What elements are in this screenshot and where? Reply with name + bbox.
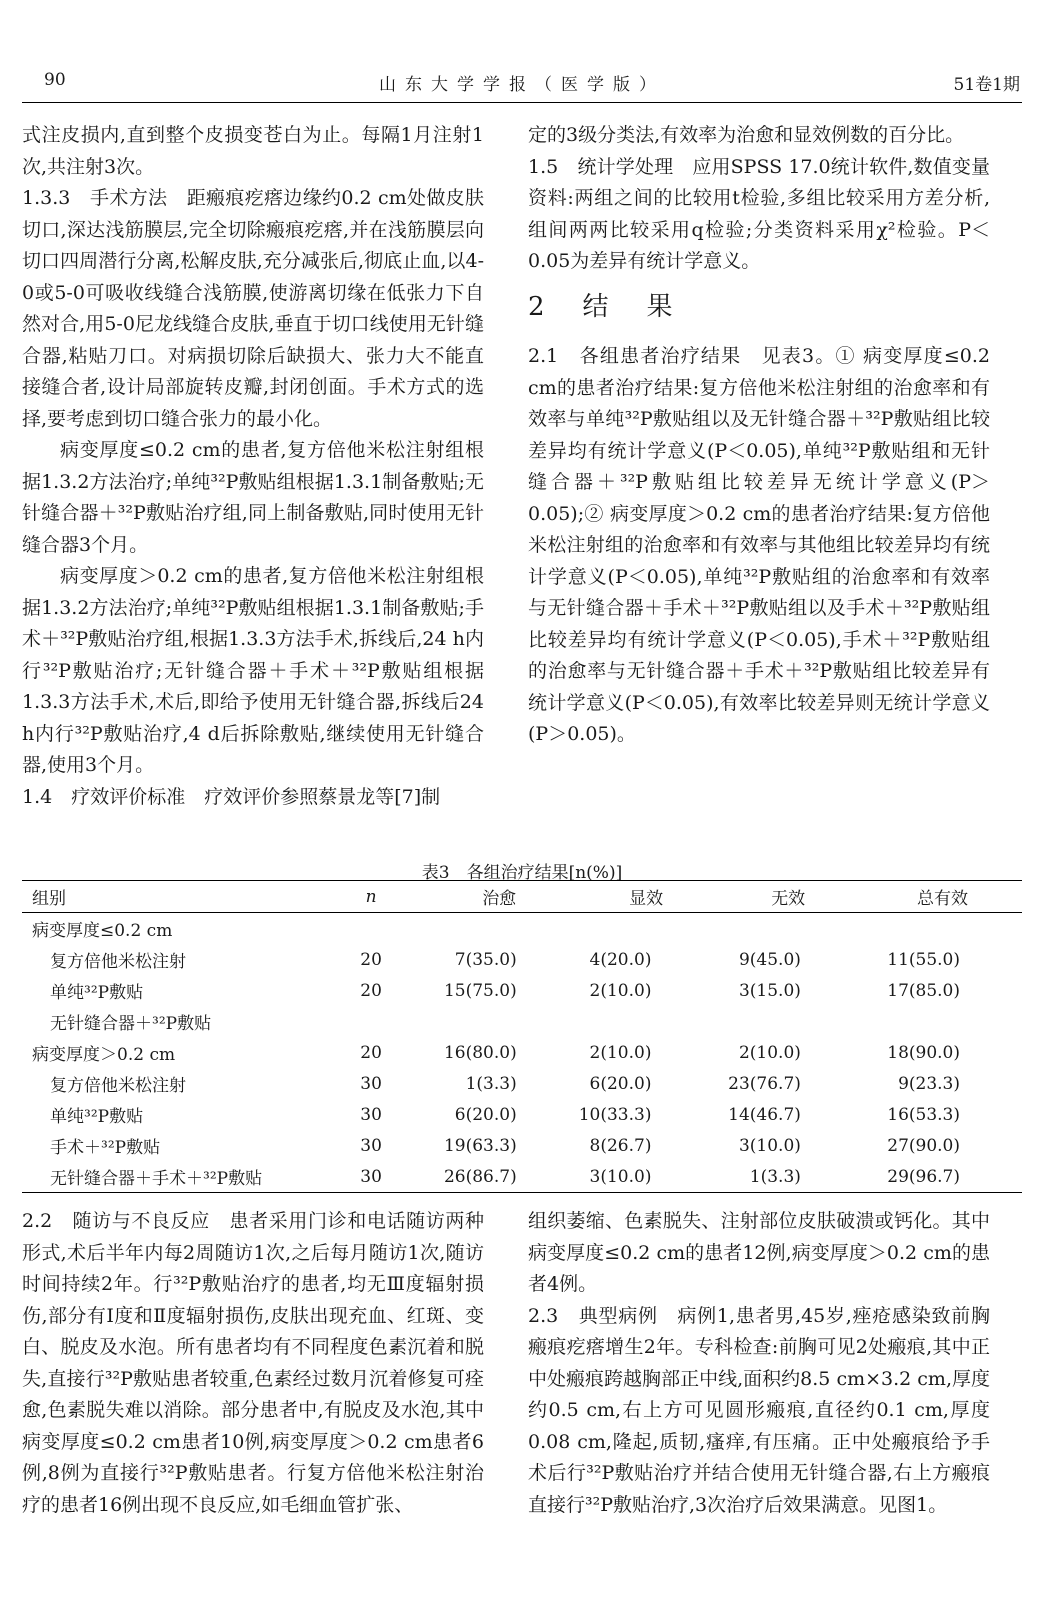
table-header-row (22, 881, 1022, 913)
section-heading: 2 结 果 (528, 291, 679, 322)
table-cell (323, 1006, 420, 1037)
table-cell (713, 1006, 862, 1037)
paragraph: 2.1 各组患者治疗结果 见表3。① 病变厚度≤0.2 cm的患者治疗结果:复方倍他米松注射组的治愈率和有效率与单纯³²P敷贴组以及无针缝合器＋³²P敷贴组比较差异均有统计学意义(P＜0.05),单纯³²P敷贴组和无针缝合器＋³²P敷贴组比较差异无统计学意义(P＞0.05);② 病变厚度＞0.2 cm的患者治疗结果:复方倍他米松注射组的治愈率和有效率与其他组比较差异均有统计学意义(P＜0.05),单纯³²P敷贴组的治愈率和有效率与无针缝合器＋手术＋³²P敷贴组以及手术＋³²P敷贴组比较差异均有统计学意义(P＜0.05),手术＋³²P敷贴组的治愈率与无针缝合器＋手术＋³²P敷贴组比较差异有统计学意义(P＜0.05),有效率比较差异则无统计学意义(P＞0.05)。 (528, 345, 990, 745)
paragraph: 病变厚度≤0.2 cm的患者,复方倍他米松注射组根据1.3.2方法治疗;单纯³²P敷贴组根据1.3.1制备敷贴;无针缝合器＋³²P敷贴治疗组,同上制备敷贴,同时使用无针缝合器3个月。 (22, 439, 484, 556)
table-cell (579, 913, 714, 945)
journal-title: 山东大学学报（医学版） (379, 75, 665, 95)
table-cell: 3(10.0) (738, 1135, 801, 1156)
table-cell: 23(76.7) (728, 1073, 801, 1094)
left-column-bottom (22, 1206, 484, 1521)
table-cell: 27(90.0) (887, 1135, 960, 1156)
col-header-group: 组别 (32, 889, 66, 909)
volume-issue: 51卷1期 (953, 75, 1020, 95)
table-cell (579, 1006, 714, 1037)
table-row (22, 1130, 1022, 1161)
table-cell: 1(3.3) (465, 1073, 517, 1094)
table-cell-group: 复方倍他米松注射 (50, 952, 186, 972)
table-row (22, 913, 1022, 945)
col-header-ineffective: 无效 (771, 889, 806, 909)
table-row (22, 1006, 1022, 1037)
table-row (22, 1161, 1022, 1193)
table-cell-group: 单纯³²P敷贴 (50, 1107, 144, 1127)
table-cell-group: 无针缝合器＋³²P敷贴 (50, 1014, 212, 1034)
table-cell: 30 (360, 1073, 382, 1094)
running-header (22, 66, 1022, 103)
table-cell: 6(20.0) (589, 1073, 652, 1094)
table-cell-group: 手术＋³²P敷贴 (50, 1138, 161, 1158)
table-cell: 16(53.3) (887, 1104, 960, 1125)
col-header-cured: 治愈 (482, 889, 517, 909)
table-cell: 10(33.3) (578, 1104, 652, 1125)
table-cell: 30 (360, 1135, 382, 1156)
table-cell: 20 (360, 1042, 382, 1063)
paragraph: 2.3 典型病例 病例1,患者男,45岁,痤疮感染致前胸瘢痕疙瘩增生2年。专科检查:前胸可见2处瘢痕,其中正中处瘢痕跨越胸部正中线,面积约8.5 cm×3.2 cm,厚度约0.5 cm,右上方可见圆形瘢痕,直径约0.1 cm,厚度0.08 cm,隆起,质韧,瘙痒,有压痛。正中处瘢痕给予手术后行³²P敷贴治疗并结合使用无针缝合器,右上方瘢痕直接行³²P敷贴治疗,3次治疗后效果满意。见图1。 (528, 1304, 990, 1516)
table-cell: 17(85.0) (887, 980, 960, 1001)
table-cell: 7(35.0) (454, 949, 517, 970)
table-cell: 9(23.3) (898, 1073, 960, 1094)
left-column-top (22, 120, 484, 813)
table-cell: 4(20.0) (589, 949, 652, 970)
paragraph: 1.5 统计学处理 应用SPSS 17.0统计软件,数值变量资料:两组之间的比较用t检验,多组比较采用方差分析,组间两两比较采用q检验;分类资料采用χ²检验。P＜0.05为差异有统计学意义。 (528, 155, 990, 272)
paragraph: 2.2 随访与不良反应 患者采用门诊和电话随访两种形式,术后半年内每2周随访1次,之后每月随访1次,随访时间持续2年。行³²P敷贴治疗的患者,均无Ⅲ度辐射损伤,部分有Ⅰ度和Ⅱ度辐射损伤,皮肤出现充血、红斑、变白、脱皮及水泡。所有患者均有不同程度色素沉着和脱失,直接行³²P敷贴患者较重,色素经过数月沉着修复可痊愈,色素脱失难以消除。部分患者中,有脱皮及水泡,其中病变厚度≤0.2 cm患者10例,病变厚度＞0.2 cm患者6例,8例为直接行³²P敷贴患者。行复方倍他米松注射治疗的患者16例出现不良反应,如毛细血管扩张、 (22, 1210, 484, 1516)
table-cell: 9(45.0) (738, 949, 801, 970)
table-cell: 1(3.3) (749, 1166, 801, 1187)
table-cell: 20 (360, 949, 382, 970)
table-cell: 20 (360, 980, 382, 1001)
table-row (22, 975, 1022, 1006)
table-cell: 19(63.3) (443, 1135, 517, 1156)
table-cell: 30 (360, 1104, 382, 1125)
table-cell (323, 913, 420, 945)
results-table (22, 880, 1022, 1193)
col-header-total: 总有效 (916, 889, 968, 909)
table-cell-group: 单纯³²P敷贴 (50, 983, 144, 1003)
paragraph: 组织萎缩、色素脱失、注射部位皮肤破溃或钙化。其中病变厚度≤0.2 cm的患者12例,病变厚度＞0.2 cm的患者4例。 (528, 1210, 990, 1295)
table-cell: 6(20.0) (454, 1104, 517, 1125)
table-cell (420, 1006, 579, 1037)
table-row (22, 1068, 1022, 1099)
page-number: 90 (44, 70, 66, 90)
table-cell: 18(90.0) (887, 1042, 960, 1063)
table-cell: 30 (360, 1166, 382, 1187)
table-cell: 16(80.0) (443, 1042, 517, 1063)
paragraph: 式注皮损内,直到整个皮损变苍白为止。每隔1月注射1次,共注射3次。 (22, 124, 484, 178)
table-cell: 3(10.0) (589, 1166, 652, 1187)
paragraph: 病变厚度＞0.2 cm的患者,复方倍他米松注射组根据1.3.2方法治疗;单纯³²P敷贴组根据1.3.1制备敷贴;手术＋³²P敷贴治疗组,根据1.3.3方法手术,拆线后,24 h内行³²P敷贴治疗;无针缝合器＋手术＋³²P敷贴组根据1.3.3方法手术,术后,即给予使用无针缝合器,拆线后24 h内行³²P敷贴治疗,4 d后拆除敷贴,继续使用无针缝合器,使用3个月。 (22, 565, 484, 776)
table-cell: 11(55.0) (887, 949, 960, 970)
table-cell: 2(10.0) (589, 980, 652, 1001)
table-cell-group: 病变厚度＞0.2 cm (32, 1045, 176, 1065)
col-header-marked: 显效 (629, 889, 664, 909)
paragraph: 定的3级分类法,有效率为治愈和显效例数的百分比。 (528, 124, 965, 146)
table-cell: 29(96.7) (887, 1166, 960, 1187)
table-row (22, 1099, 1022, 1130)
table-cell-group: 无针缝合器＋手术＋³²P敷贴 (50, 1169, 263, 1189)
col-header-n: n (365, 886, 377, 907)
table-cell: 15(75.0) (443, 980, 517, 1001)
table-row (22, 1037, 1022, 1068)
table-cell: 3(15.0) (738, 980, 801, 1001)
table-cell (713, 913, 862, 945)
table-cell: 14(46.7) (728, 1104, 801, 1125)
table-cell: 2(10.0) (738, 1042, 801, 1063)
paragraph: 1.3.3 手术方法 距瘢痕疙瘩边缘约0.2 cm处做皮肤切口,深达浅筋膜层,完全切除瘢痕疙瘩,并在浅筋膜层向切口四周潜行分离,松解皮肤,充分减张后,彻底止血,以4-0或5-0可吸收线缝合浅筋膜,使游离切缘在低张力下自然对合,用5-0尼龙线缝合皮肤,垂直于切口线使用无针缝合器,粘贴刀口。对病损切除后缺损大、张力大不能直接缝合者,设计局部旋转皮瓣,封闭创面。手术方式的选择,要考虑到切口缝合张力的最小化。 (22, 187, 484, 430)
right-column-top (528, 120, 990, 751)
right-column-bottom (528, 1206, 990, 1521)
table-cell (420, 913, 579, 945)
table-row (22, 944, 1022, 975)
table-cell: 8(26.7) (589, 1135, 652, 1156)
table-cell-group: 复方倍他米松注射 (50, 1076, 186, 1096)
paragraph: 1.4 疗效评价标准 疗效评价参照蔡景龙等[7]制 (22, 785, 441, 808)
table-cell: 2(10.0) (589, 1042, 652, 1063)
table-caption: 表3 各组治疗结果[n(%)] (421, 863, 623, 883)
table-cell-group: 病变厚度≤0.2 cm (32, 921, 173, 941)
table-cell (863, 913, 1022, 945)
table-cell (863, 1006, 1022, 1037)
table-cell: 26(86.7) (443, 1166, 517, 1187)
